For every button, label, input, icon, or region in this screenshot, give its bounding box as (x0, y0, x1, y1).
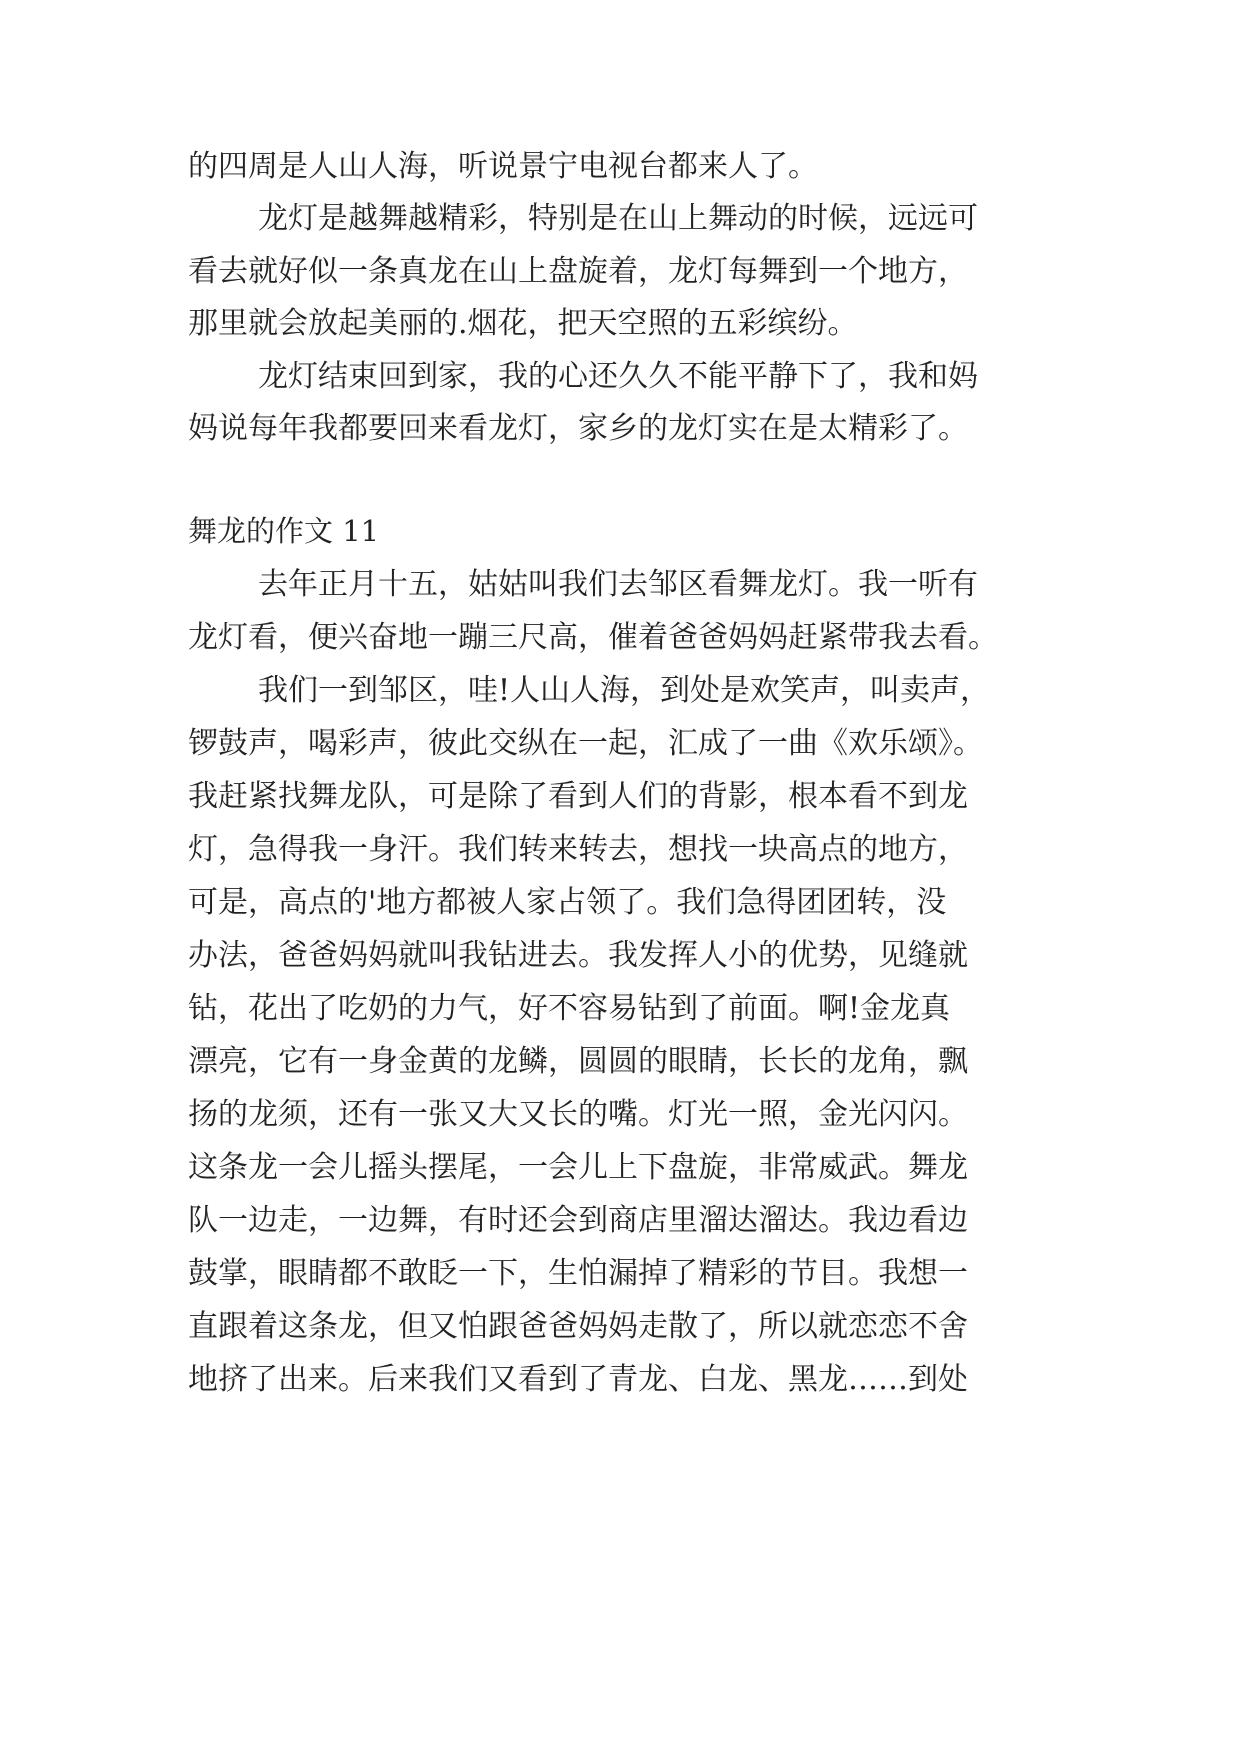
paragraph-line: 的四周是人山人海，听说景宁电视台都来人了。 (188, 149, 818, 184)
paragraph-line: 龙灯结束回到家，我的心还久久不能平静下了，我和妈 (258, 359, 978, 394)
paragraph-line: 锣鼓声，喝彩声，彼此交纵在一起，汇成了一曲《欢乐颂》。 (188, 726, 983, 761)
paragraph-line: 我们一到邹区，哇!人山人海，到处是欢笑声，叫卖声， (258, 673, 991, 708)
paragraph-line: 扬的龙须，还有一张又大又长的嘴。灯光一照，金光闪闪。 (188, 1097, 968, 1132)
paragraph-line: 龙灯看，便兴奋地一蹦三尺高，催着爸爸妈妈赶紧带我去看。 (188, 620, 998, 655)
paragraph-line: 办法，爸爸妈妈就叫我钻进去。我发挥人小的优势，见缝就 (188, 938, 968, 973)
paragraph-line: 龙灯是越舞越精彩，特别是在山上舞动的时候，远远可 (258, 201, 978, 236)
section-title: 舞龙的作文 11 (188, 514, 380, 548)
paragraph-line: 看去就好似一条真龙在山上盘旋着，龙灯每舞到一个地方， (188, 254, 968, 289)
paragraph-line: 漂亮，它有一身金黄的龙鳞，圆圆的眼睛，长长的龙角，飘 (188, 1044, 968, 1079)
paragraph-line: 钻，花出了吃奶的力气，好不容易钻到了前面。啊!金龙真 (188, 991, 951, 1026)
paragraph-line: 灯，急得我一身汗。我们转来转去，想找一块高点的地方， (188, 832, 968, 867)
paragraph-line: 妈说每年我都要回来看龙灯，家乡的龙灯实在是太精彩了。 (188, 411, 968, 446)
paragraph-line: 地挤了出来。后来我们又看到了青龙、白龙、黑龙……到处 (188, 1362, 968, 1397)
paragraph-line: 队一边走，一边舞，有时还会到商店里溜达溜达。我边看边 (188, 1203, 968, 1238)
paragraph-line: 直跟着这条龙，但又怕跟爸爸妈妈走散了，所以就恋恋不舍 (188, 1309, 968, 1344)
paragraph-line: 我赶紧找舞龙队，可是除了看到人们的背影，根本看不到龙 (188, 779, 968, 814)
paragraph-line: 那里就会放起美丽的.烟花，把天空照的五彩缤纷。 (188, 306, 858, 341)
paragraph-line: 去年正月十五，姑姑叫我们去邹区看舞龙灯。我一听有 (258, 567, 978, 602)
paragraph-line: 可是，高点的'地方都被人家占领了。我们急得团团转，没 (188, 885, 947, 920)
paragraph-line: 鼓掌，眼睛都不敢眨一下，生怕漏掉了精彩的节目。我想一 (188, 1256, 968, 1291)
paragraph-line: 这条龙一会儿摇头摆尾，一会儿上下盘旋，非常威武。舞龙 (188, 1150, 968, 1185)
